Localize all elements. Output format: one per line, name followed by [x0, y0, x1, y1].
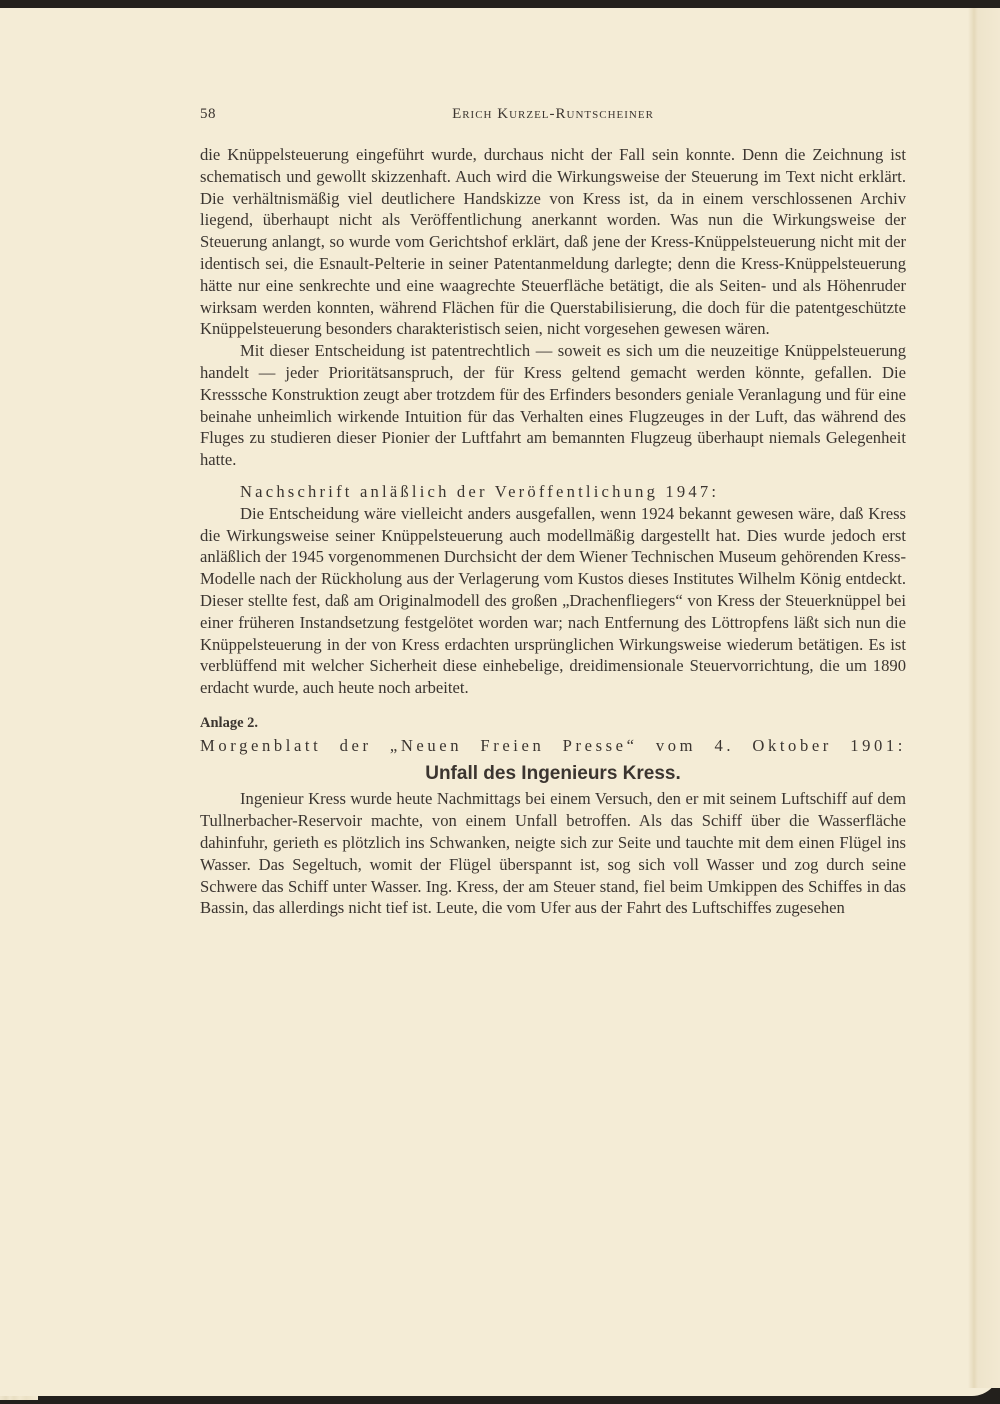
page-content [200, 104, 906, 919]
paragraph-patent-conclusion: Mit dieser Entscheidung ist patentrechtlich — soweit es sich um die neuzeitige Knüppelsteuerung handelt — jeder Prioritätsanspruch, der für Kress geltend gemacht werden könnte, gefallen. Die Kresssche Konstruktion zeugt aber trotzdem für des Erfinders besonders geniale Veranlagung und für eine beinahe unheimlich wirkende Intuition für das Verhalten eines Flugzeuges in der Luft, das während des Fluges zu studieren dieser Pionier der Luftfahrt am bemannten Flugzeug überhaupt niemals Gelegenheit hatte. [200, 341, 906, 470]
page-stack-right-edge [968, 8, 1000, 1388]
running-head [200, 104, 906, 126]
paragraph-court-decision: die Knüppelsteuerung eingeführt wurde, durchaus nicht der Fall sein konnte. Denn die Zeichnung ist schematisch und gewollt skizzenhaft. Auch wird die Wirkungsweise der Steuerung im Text nicht erklärt. Die verhältnismäßig viel deutlichere Handskizze von Kress ist, da in einem verschlossenen Archiv liegend, überhaupt nicht als Veröffentlichung anerkannt worden. Was nun die Wirkungsweise der Steuerung anlangt, so wurde vom Gerichtshof erklärt, daß jene der Kress-Knüppelsteuerung nicht mit der identisch sei, die Esnault-Pelterie in seiner Patentanmeldung darlegte; denn die Kress-Knüppelsteuerung hätte nur eine senkrechte und eine waagrechte Steuerfläche betätigt, die als Seiten- und als Höhenruder wirksam werden konnten, während Flächen für die Querstabilisierung, die doch für die patentgeschützte Knüppelsteuerung besonders charakteristisch seien, nicht vorgesehen gewesen wären. [200, 145, 906, 339]
page-number: 58 [200, 106, 216, 122]
article-heading: Unfall des Ingenieurs Kress. [425, 762, 681, 784]
appendix-label: Anlage 2. [200, 714, 258, 731]
paragraph-article: Ingenieur Kress wurde heute Nachmittags bei einem Versuch, den er mit seinem Luftschiff auf dem Tullnerbacher-Reservoir machte, von einem Unfall betroffen. Als das Schiff über die Wasserfläche dahinfuhr, gerieth es plötzlich ins Schwanken, neigte sich zur Seite und tauchte mit dem einen Flügel ins Wasser. Das Segeltuch, womit der Flügel überspannt ist, sog sich voll Wasser und zog durch seine Schwere das Schiff unter Wasser. Ing. Kress, der am Steuer stand, fiel beim Umkippen des Schiffes in das Bassin, das allerdings nicht tief ist. Leute, die vom Ufer aus der Fahrt des Luftschiffes zugesehen [200, 789, 906, 918]
postscript-title: Nachschrift anläßlich der Veröffentlichung 1947: [240, 481, 720, 501]
running-title: Erich Kurzel-Runtscheiner [452, 106, 654, 122]
paragraph-postscript: Die Entscheidung wäre vielleicht anders ausgefallen, wenn 1924 bekannt gewesen wäre, daß Kress die Wirkungsweise seiner Knüppelsteuerung auch modellmäßig dargestellt hat. Dies wurde jedoch erst anläßlich der 1945 vorgenommenen Durchsicht der dem Wiener Technischen Museum gehörenden Kress-Modelle nach der Rückholung aus der Verlagerung vom Kustos dieses Institutes Wilhelm König entdeckt. Dieser stellte fest, daß am Originalmodell des großen „Drachenfliegers“ von Kress der Steuerknüppel bei einer früheren Instandsetzung festgelötet worden war; nach Entfernung des Löttropfens läßt sich nun die Knüppelsteuerung in der von Kress erdachten ursprünglichen Wirkungsweise wiederum betätigen. Es ist verblüffend mit welcher Sicherheit diese einhebelige, dreidimensionale Steuervorrichtung, die um 1890 erdacht wurde, auch heute noch arbeitet. [200, 503, 906, 698]
newspaper-source-line: Morgenblatt der „Neuen Freien Presse“ vom 4. Oktober 1901: [200, 735, 906, 755]
